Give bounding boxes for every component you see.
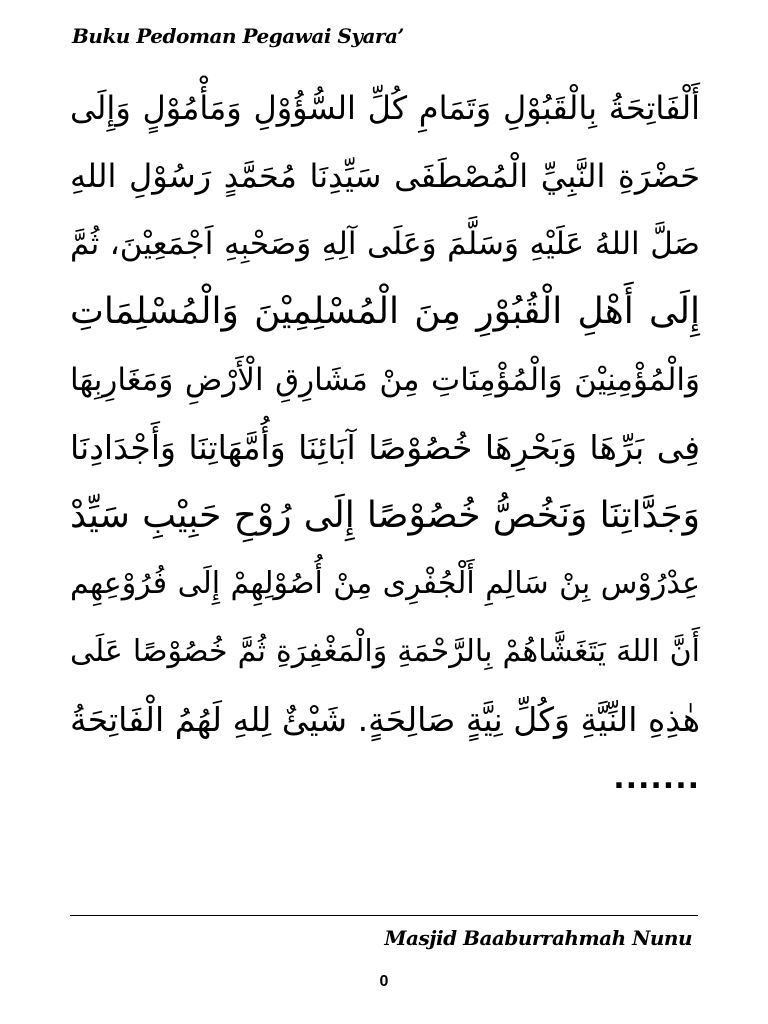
arabic-line-4: إِلَى أَهْلِ الْقُبُوْرِ مِنَ الْمُسْلِمِيْنَ وَالْمُسْلِمَاتِ <box>70 291 700 332</box>
page-header-title: Buku Pedoman Pegawai Syara’ <box>72 24 404 48</box>
arabic-line-9: أَنَّ اللهَ يَتَغَشَّاهُمْ بِالرَّحْمَةِ وَالْمَغْفِرَةِ ثُمَّ خُصُوْصًا عَلَى <box>70 634 700 669</box>
arabic-line-1: أَلْفَاتِحَةُ بِالْقَبُوْلِ وَتَمَامِ كُلِّ السُّؤُوْلِ وَمَأْمُوْلٍ وَإِلَى <box>70 89 700 127</box>
arabic-line-6: فِى بَرِّهَا وَبَحْرِهَا خُصُوْصًا آبَائِنَا وَأُمَّهَاتِنَا وَأَجْدَادِنَا <box>70 428 700 467</box>
arabic-prayer-text <box>70 74 700 814</box>
continuation-ellipsis: ....... <box>613 761 700 796</box>
arabic-line-10: هٰذِهِ النِّيَّةِ وَكُلِّ نِيَّةٍ صَالِحَةٍ. شَيْئٌ لِلهِ لَهُمُ الْفَاتِحَةُ <box>70 700 700 739</box>
page-number: 0 <box>379 973 389 990</box>
arabic-line-3: صَلَّ اللهُ عَلَيْهِ وَسَلَّمَ وَعَلَى آلِهِ وَصَحْبِهِ اَجْمَعِيْنَ، ثُمَّ <box>70 226 700 262</box>
arabic-line-8: عِدْرُوْس بِنْ سَالِمِ أَلْجُفْرِى مِنْ أُصُوْلِهِمْ إِلَى فُرُوْعِهِم <box>70 566 700 601</box>
arabic-line-5: وَالْمُؤْمِنِيْنَ وَالْمُؤْمِنَاتِ مِنْ مَشَارِقِ الْأَرْضِ وَمَغَارِبِهَا <box>70 362 700 398</box>
arabic-line-7: وَجَدَّاتِنَا وَنَخُصُّ خُصُوْصًا إِلَى رُوْحِ حَبِيْبِ سَيِّدْ <box>70 495 700 536</box>
footer-mosque-name: Masjid Baaburrahmah Nunu <box>384 926 692 950</box>
footer-divider <box>70 915 698 916</box>
arabic-line-2: حَضْرَةِ النَّبِيِّ الْمُصْطَفَى سَيِّدِنَا مُحَمَّدٍ رَسُوْلِ اللهِ <box>70 157 700 195</box>
